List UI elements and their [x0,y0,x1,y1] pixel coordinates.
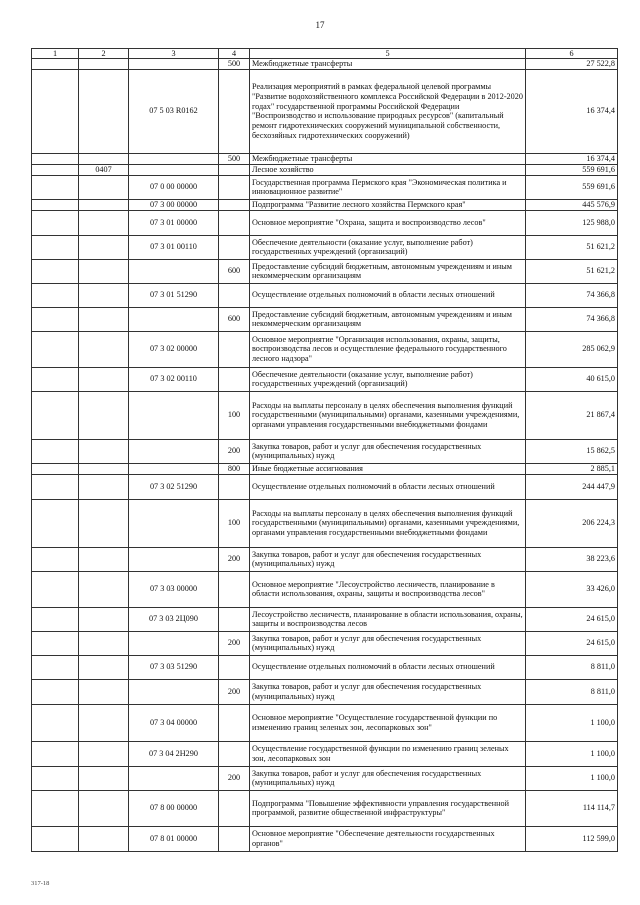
section-code-cell [32,59,79,70]
subsection-code-cell [79,175,129,199]
section-code-cell [32,741,79,766]
table-row [32,259,618,283]
target-article-cell: 07 3 04 2Н290 [129,741,219,766]
item-name-cell: Межбюджетные трансферты [250,153,526,164]
expense-type-cell [219,826,250,851]
expense-type-cell [219,164,250,175]
section-code-cell [32,439,79,463]
section-code-cell [32,790,79,826]
header-cell: 6 [526,49,618,59]
item-name-cell: Межбюджетные трансферты [250,59,526,70]
subsection-code-cell [79,69,129,153]
item-name-cell: Реализация мероприятий в рамках федеральной целевой программы "Развитие водохозяйственного комплекса Российской Федерации в 2012-2020 годах" государственной программы Российской Федерации "Воспроизводство и использование природных ресурсов" (капитальный ремонт гидротехнических сооружений муниципальной собственности, бесхозяйных гидротехнических сооружений) [250,69,526,153]
amount-cell: 24 615,0 [526,631,618,655]
subsection-code-cell [79,463,129,474]
section-code-cell [32,69,79,153]
table-row [32,655,618,679]
amount-cell: 33 426,0 [526,571,618,607]
header-cell: 4 [219,49,250,59]
table-row [32,741,618,766]
amount-cell: 1 100,0 [526,704,618,741]
section-code-cell [32,826,79,851]
section-code-cell [32,766,79,790]
item-name-cell: Закупка товаров, работ и услуг для обеспечения государственных (муниципальных) нужд [250,547,526,571]
item-name-cell: Лесоустройство лесничеств, планирование в области использования, охраны, защиты и воспроизводства лесов [250,607,526,631]
amount-cell: 27 522,8 [526,59,618,70]
table-row [32,199,618,210]
item-name-cell: Иные бюджетные ассигнования [250,463,526,474]
page-number: 17 [315,20,325,30]
table-row [32,631,618,655]
section-code-cell [32,679,79,704]
item-name-cell: Обеспечение деятельности (оказание услуг, выполнение работ) государственных учреждений (организаций) [250,235,526,259]
subsection-code-cell [79,790,129,826]
header-cell: 3 [129,49,219,59]
expense-type-cell: 200 [219,766,250,790]
amount-cell: 15 862,5 [526,439,618,463]
item-name-cell: Обеспечение деятельности (оказание услуг, выполнение работ) государственных учреждений (организаций) [250,367,526,391]
section-code-cell [32,259,79,283]
expense-type-cell: 800 [219,463,250,474]
table-row [32,704,618,741]
expense-type-cell [219,235,250,259]
target-article-cell [129,679,219,704]
table-row [32,164,618,175]
amount-cell: 2 885,1 [526,463,618,474]
amount-cell: 206 224,3 [526,499,618,547]
amount-cell: 8 811,0 [526,679,618,704]
item-name-cell: Основное мероприятие "Организация использования, охраны, защиты, воспроизводства лесов и осуществление федерального государственного лесного надзора" [250,331,526,367]
table-row [32,331,618,367]
amount-cell: 112 599,0 [526,826,618,851]
item-name-cell: Расходы на выплаты персоналу в целях обеспечения выполнения функций государственными (муниципальными) органами, казенными учреждениями, органами управления государственными внебюджетными фондами [250,391,526,439]
item-name-cell: Основное мероприятие "Обеспечение деятельности государственных органов" [250,826,526,851]
subsection-code-cell [79,704,129,741]
section-code-cell [32,153,79,164]
target-article-cell [129,307,219,331]
subsection-code-cell [79,259,129,283]
item-name-cell: Расходы на выплаты персоналу в целях обеспечения выполнения функций государственными (муниципальными) органами, казенными учреждениями, органами управления государственными внебюджетными фондами [250,499,526,547]
expense-type-cell: 200 [219,679,250,704]
amount-cell: 114 114,7 [526,790,618,826]
table-row [32,210,618,235]
target-article-cell: 07 5 03 R0162 [129,69,219,153]
amount-cell: 1 100,0 [526,766,618,790]
subsection-code-cell [79,547,129,571]
section-code-cell [32,547,79,571]
target-article-cell: 07 0 00 00000 [129,175,219,199]
table-header-row [32,49,618,59]
subsection-code-cell [79,199,129,210]
target-article-cell [129,164,219,175]
expense-type-cell [219,367,250,391]
item-name-cell: Закупка товаров, работ и услуг для обеспечения государственных (муниципальных) нужд [250,679,526,704]
target-article-cell: 07 3 03 00000 [129,571,219,607]
target-article-cell: 07 8 00 00000 [129,790,219,826]
target-article-cell: 07 3 01 51290 [129,283,219,307]
subsection-code-cell [79,391,129,439]
expense-type-cell [219,210,250,235]
table-row [32,571,618,607]
section-code-cell [32,164,79,175]
item-name-cell: Закупка товаров, работ и услуг для обеспечения государственных (муниципальных) нужд [250,439,526,463]
subsection-code-cell [79,439,129,463]
subsection-code-cell [79,826,129,851]
expense-type-cell [219,331,250,367]
table-row [32,153,618,164]
expense-type-cell: 100 [219,499,250,547]
table-row [32,391,618,439]
subsection-code-cell [79,367,129,391]
table-row [32,307,618,331]
expense-type-cell [219,704,250,741]
expense-type-cell [219,571,250,607]
expense-type-cell [219,655,250,679]
subsection-code-cell [79,655,129,679]
amount-cell: 445 576,9 [526,199,618,210]
subsection-code-cell [79,741,129,766]
target-article-cell: 07 3 02 00000 [129,331,219,367]
target-article-cell: 07 3 03 51290 [129,655,219,679]
header-cell: 5 [250,49,526,59]
section-code-cell [32,199,79,210]
item-name-cell: Предоставление субсидий бюджетным, автономным учреждениям и иным некоммерческим организациям [250,307,526,331]
target-article-cell: 07 3 02 51290 [129,474,219,499]
section-code-cell [32,307,79,331]
table-row [32,439,618,463]
subsection-code-cell [79,307,129,331]
target-article-cell [129,259,219,283]
target-article-cell [129,59,219,70]
expense-type-cell: 200 [219,439,250,463]
section-code-cell [32,499,79,547]
subsection-code-cell [79,766,129,790]
section-code-cell [32,391,79,439]
item-name-cell: Предоставление субсидий бюджетным, автономным учреждениям и иным некоммерческим организациям [250,259,526,283]
section-code-cell [32,607,79,631]
section-code-cell [32,474,79,499]
amount-cell: 16 374,4 [526,153,618,164]
expense-type-cell [219,199,250,210]
table-row [32,679,618,704]
amount-cell: 285 062,9 [526,331,618,367]
section-code-cell [32,283,79,307]
budget-table [31,48,618,852]
expense-type-cell [219,741,250,766]
expense-type-cell: 500 [219,59,250,70]
item-name-cell: Осуществление государственной функции по изменению границ зеленых зон, лесопарковых зон [250,741,526,766]
subsection-code-cell [79,153,129,164]
amount-cell: 38 223,6 [526,547,618,571]
expense-type-cell [219,69,250,153]
section-code-cell [32,655,79,679]
item-name-cell: Подпрограмма "Повышение эффективности управления государственной программой, развитие общественной инфраструктуры" [250,790,526,826]
expense-type-cell [219,790,250,826]
amount-cell: 8 811,0 [526,655,618,679]
subsection-code-cell [79,679,129,704]
table-row [32,790,618,826]
subsection-code-cell [79,235,129,259]
table-row [32,463,618,474]
amount-cell: 125 988,0 [526,210,618,235]
subsection-code-cell [79,631,129,655]
table-row [32,367,618,391]
item-name-cell: Осуществление отдельных полномочий в области лесных отношений [250,474,526,499]
item-name-cell: Основное мероприятие "Лесоустройство лесничеств, планирование в области использования, охраны, защиты и воспроизводства лесов" [250,571,526,607]
item-name-cell: Государственная программа Пермского края "Экономическая политика и инновационное развитие" [250,175,526,199]
table-row [32,69,618,153]
table-row [32,175,618,199]
expense-type-cell [219,283,250,307]
amount-cell: 51 621,2 [526,259,618,283]
target-article-cell: 07 3 04 00000 [129,704,219,741]
target-article-cell [129,463,219,474]
expense-type-cell [219,175,250,199]
expense-type-cell: 500 [219,153,250,164]
section-code-cell [32,175,79,199]
expense-type-cell: 600 [219,307,250,331]
subsection-code-cell [79,474,129,499]
target-article-cell: 07 3 03 2Ц090 [129,607,219,631]
section-code-cell [32,331,79,367]
amount-cell: 16 374,4 [526,69,618,153]
target-article-cell: 07 3 01 00000 [129,210,219,235]
subsection-code-cell [79,607,129,631]
target-article-cell [129,631,219,655]
subsection-code-cell [79,59,129,70]
target-article-cell: 07 3 00 00000 [129,199,219,210]
section-code-cell [32,235,79,259]
header-cell: 1 [32,49,79,59]
subsection-code-cell [79,499,129,547]
amount-cell: 74 366,8 [526,283,618,307]
table-row [32,607,618,631]
amount-cell: 24 615,0 [526,607,618,631]
item-name-cell: Основное мероприятие "Охрана, защита и воспроизводство лесов" [250,210,526,235]
item-name-cell: Осуществление отдельных полномочий в области лесных отношений [250,283,526,307]
section-code-cell [32,571,79,607]
target-article-cell [129,391,219,439]
item-name-cell: Закупка товаров, работ и услуг для обеспечения государственных (муниципальных) нужд [250,766,526,790]
subsection-code-cell [79,283,129,307]
section-code-cell [32,367,79,391]
section-code-cell [32,631,79,655]
expense-type-cell [219,474,250,499]
amount-cell: 74 366,8 [526,307,618,331]
subsection-code-cell: 0407 [79,164,129,175]
table-row [32,499,618,547]
target-article-cell [129,766,219,790]
amount-cell: 21 867,4 [526,391,618,439]
amount-cell: 559 691,6 [526,164,618,175]
table-row [32,474,618,499]
target-article-cell [129,153,219,164]
item-name-cell: Лесное хозяйство [250,164,526,175]
item-name-cell: Осуществление отдельных полномочий в области лесных отношений [250,655,526,679]
subsection-code-cell [79,571,129,607]
expense-type-cell: 200 [219,547,250,571]
table-row [32,235,618,259]
table-row [32,59,618,70]
target-article-cell: 07 3 02 00110 [129,367,219,391]
target-article-cell [129,547,219,571]
section-code-cell [32,210,79,235]
amount-cell: 1 100,0 [526,741,618,766]
section-code-cell [32,704,79,741]
table-row [32,826,618,851]
amount-cell: 559 691,6 [526,175,618,199]
amount-cell: 40 615,0 [526,367,618,391]
table-row [32,547,618,571]
target-article-cell: 07 8 01 00000 [129,826,219,851]
item-name-cell: Подпрограмма "Развитие лесного хозяйства Пермского края" [250,199,526,210]
item-name-cell: Закупка товаров, работ и услуг для обеспечения государственных (муниципальных) нужд [250,631,526,655]
amount-cell: 51 621,2 [526,235,618,259]
target-article-cell [129,499,219,547]
item-name-cell: Основное мероприятие "Осуществление государственной функции по изменению границ зеленых зон, лесопарковых зон" [250,704,526,741]
target-article-cell: 07 3 01 00110 [129,235,219,259]
expense-type-cell: 100 [219,391,250,439]
table-row [32,766,618,790]
expense-type-cell: 600 [219,259,250,283]
expense-type-cell [219,607,250,631]
section-code-cell [32,463,79,474]
expense-type-cell: 200 [219,631,250,655]
table-row [32,283,618,307]
subsection-code-cell [79,331,129,367]
amount-cell: 244 447,9 [526,474,618,499]
header-cell: 2 [79,49,129,59]
subsection-code-cell [79,210,129,235]
footer-code: 317-18 [31,880,50,887]
target-article-cell [129,439,219,463]
